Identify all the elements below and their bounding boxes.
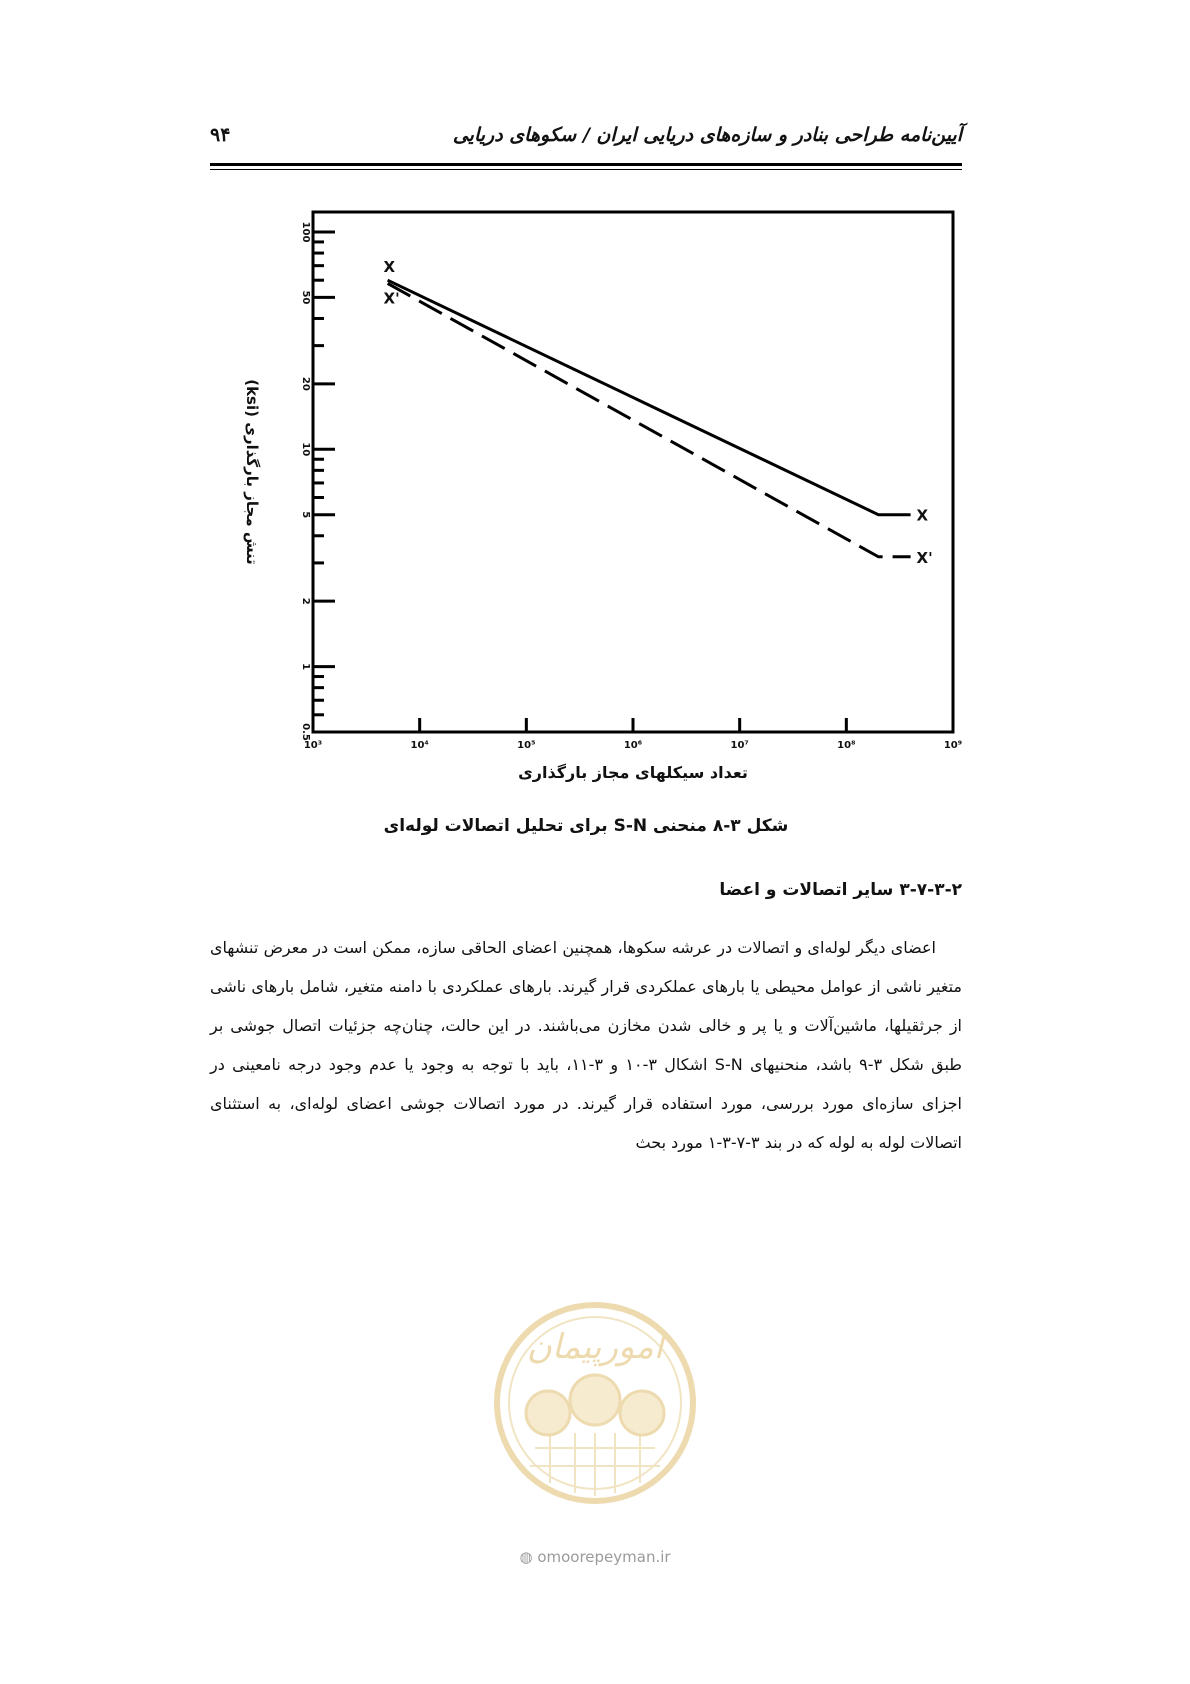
series-end-label: X <box>916 506 929 525</box>
series-end-label: X' <box>916 548 933 567</box>
x-tick-label: 10⁷ <box>730 740 749 751</box>
x-tick-label: 10⁵ <box>517 740 536 751</box>
y-tick-label: 2 <box>300 597 311 605</box>
x-tick-label: 10⁴ <box>410 740 429 751</box>
series-line <box>388 283 911 556</box>
x-tick-label: 10⁶ <box>623 740 643 751</box>
header-rule-thin <box>210 169 962 170</box>
y-tick-label: 0.5 <box>300 723 311 741</box>
page-header <box>210 124 962 160</box>
page-number: ۹۴ <box>210 124 231 146</box>
watermark-url-text: omoorepeyman.ir <box>537 1548 671 1566</box>
section-heading: ۳-۷-۳-۲ سایر اتصالات و اعضا <box>719 880 962 900</box>
logo-gears <box>526 1375 664 1435</box>
header-rule-thick <box>210 163 962 166</box>
globe-icon: ◍ <box>519 1548 533 1566</box>
series-start-label: X <box>383 258 396 277</box>
y-tick-label: 20 <box>300 376 311 391</box>
y-tick-label: 100 <box>300 221 311 243</box>
y-tick-label: 10 <box>300 442 311 457</box>
x-tick-label: 10³ <box>303 740 323 751</box>
series-start-label: X' <box>383 289 400 308</box>
figure-caption: شکل ۳-۸ منحنی S-N برای تحلیل اتصالات لوله‌ای <box>383 816 789 836</box>
body-text <box>210 928 962 1162</box>
running-title: آیین‌نامه طراحی بنادر و سازه‌های دریایی ایران / سکوهای دریایی <box>452 124 962 146</box>
x-axis-title: تعداد سیکلهای مجاز بارگذاری <box>518 763 748 782</box>
y-axis-title: تنش مجاز بارگذاری (ksi) <box>243 379 261 565</box>
x-tick-label: 10⁸ <box>837 740 856 751</box>
y-tick-label: 50 <box>300 290 311 305</box>
y-axis-ticks <box>300 222 335 741</box>
watermark-url <box>490 1548 700 1566</box>
logo-text: امورپیمان <box>526 1327 664 1367</box>
chart-svg <box>225 210 963 810</box>
y-tick-label: 1 <box>300 663 311 671</box>
x-axis-ticks <box>304 718 962 751</box>
chart-series <box>384 258 933 567</box>
sn-curve-chart <box>225 210 963 810</box>
y-tick-label: 5 <box>300 511 311 519</box>
omoorepeyman-logo-icon <box>490 1298 700 1508</box>
x-tick-label: 10⁹ <box>943 740 963 751</box>
series-line <box>388 280 911 515</box>
body-paragraph: اعضای دیگر لوله‌ای و اتصالات در عرشه سکوها، همچنین اعضای الحاقی سازه، ممکن است در معرض تنشهای متغیر ناشی از عوامل محیطی یا بارهای عملکردی قرار گیرند. بارهای عملکردی با دامنه متغیر، شامل بارهای ناشی از جرثقیلها، ماشین‌آلات و یا پر و خالی شدن مخازن می‌باشند. در این حالت، چنان‌چه جزئیات اتصال جوشی بر طبق شکل ۳-۹ باشد، منحنیهای S-N اشکال ۳-۱۰ و ۳-۱۱، باید با توجه به وجود یا عدم وجود درجه نامعینی در اجزای سازه‌ای مورد بررسی، مورد استفاده قرار گیرند. در مورد اتصالات جوشی اعضای لوله‌ای، به استثنای اتصالات لوله به لوله که در بند ۳-۷-۳-۱ مورد بحث <box>210 938 963 1152</box>
